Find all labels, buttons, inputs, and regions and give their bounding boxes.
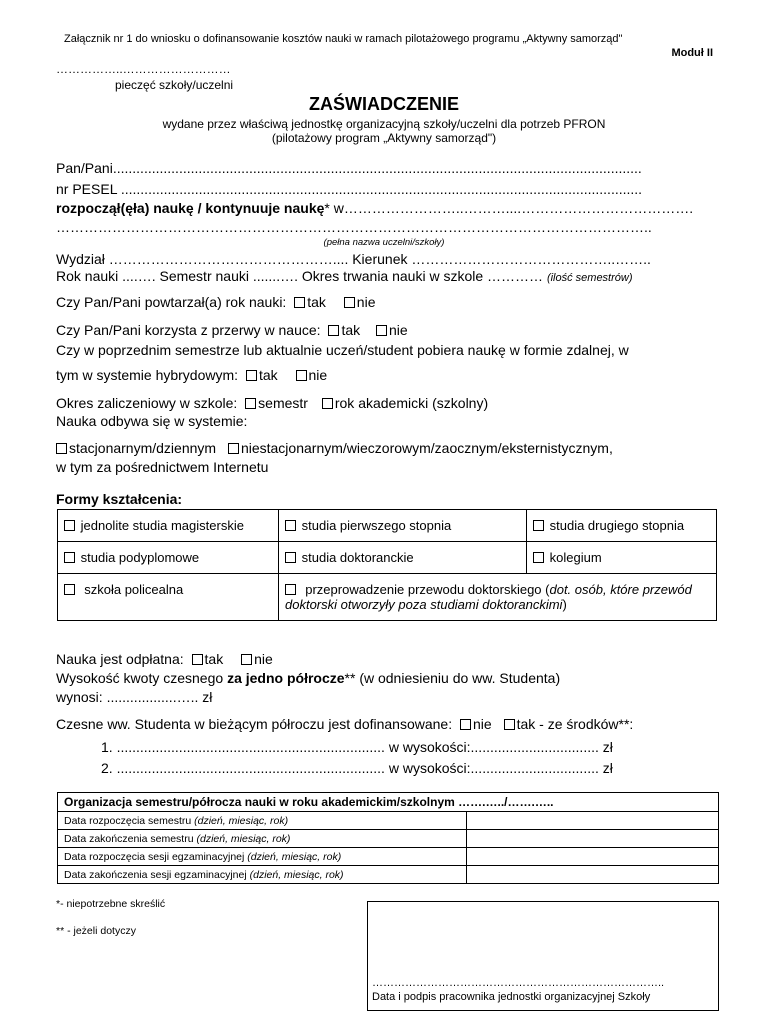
repeat-no-label: nie [356,294,376,310]
fee-amount-field[interactable]: wynosi: ..................….. zł [56,689,213,705]
paid-question [56,651,273,667]
break-yes-checkbox[interactable] [328,325,339,336]
organization-row-value[interactable] [467,812,719,830]
footnote-2: ** - jeżeli dotyczy [56,925,136,937]
row-label-text: Data rozpoczęcia sesji egzaminacyjnej [64,850,248,863]
cofunded-yes-label: tak - ze środków**: [516,716,634,732]
form-checkbox[interactable] [285,520,296,531]
year-semester-field[interactable] [56,268,633,284]
fee-period-bold: za jedno półrocze [227,670,345,686]
form-checkbox[interactable] [285,552,296,563]
remote-label: tym w systemie hybrydowym: [56,367,239,383]
forms-heading: Formy kształcenia: [56,491,183,507]
break-no-label: nie [389,322,408,338]
funding-source-1[interactable]: 1. ..................................................................... w wysokości:................................. zł [101,739,613,755]
signature-dots: …………………………………………………………………….. [372,977,665,989]
remote-question-line2 [56,367,327,383]
row-label-text: Data zakończenia semestru [64,832,197,845]
form-cell[interactable] [527,510,717,542]
row-label-hint: (dzień, miesiąc, rok) [247,850,342,863]
module-label: Moduł II [671,47,713,59]
period-semester-checkbox[interactable] [245,398,256,409]
form-cell[interactable] [58,574,279,621]
form-checkbox[interactable] [533,520,544,531]
row-label-text: Data zakończenia sesji egzaminacyjnej [64,868,250,881]
organization-heading: Organizacja semestru/półrocza nauki w roku akademickim/szkolnym …….…../…….….. [58,793,719,812]
form-label: studia doktoranckie [301,550,414,565]
row-label-hint: (dzień, miesiąc, rok) [194,814,289,827]
pesel-field[interactable]: nr PESEL ...................................................................................................................................... [56,181,643,197]
study-status-field[interactable] [56,200,693,216]
form-label: przeprowadzenie przewodu doktorskiego ( [305,582,550,597]
form-cell[interactable] [58,542,279,574]
break-no-checkbox[interactable] [376,325,387,336]
organization-row-label [58,866,467,884]
document-title: ZAŚWIADCZENIE [309,94,459,114]
form-cell[interactable] [527,542,717,574]
repeat-year-label: Czy Pan/Pani powtarzał(a) rok nauki: [56,294,287,310]
school-name-hint: (pełna nazwa uczelni/szkoły) [323,237,445,248]
remote-question-line1: Czy w poprzednim semestrze lub aktualnie uczeń/student pobiera naukę w formie zdalnej, w [56,342,629,358]
form-checkbox[interactable] [64,552,75,563]
stationary-checkbox[interactable] [56,443,67,454]
organization-row-label [58,848,467,866]
faculty-field[interactable]: Wydział ………………………………………….... Kierunek ……………………………………..…….. [56,251,651,267]
internet-note: w tym za pośrednictwem Internetu [56,459,269,475]
semesters-hint: (ilość semestrów) [546,272,633,284]
organization-row [58,848,719,866]
name-field[interactable]: Pan/Pani........................................................................................................................................ [56,160,642,176]
organization-header-row [58,793,719,812]
organization-row-label [58,830,467,848]
organization-row-value[interactable] [467,848,719,866]
signature-label: Data i podpis pracownika jednostki organizacyjnej Szkoły [372,991,651,1003]
funding-source-2[interactable]: 2. ..................................................................... w wysokości:................................. zł [101,760,613,776]
form-checkbox[interactable] [285,584,296,595]
stationary-label: stacjonarnym/dziennym [69,440,217,456]
year-semester-text: Rok nauki ....…. Semestr nauki .......…. Okres trwania nauki w szkole ………… [56,268,544,284]
repeat-yes-checkbox[interactable] [294,297,305,308]
organization-row [58,866,719,884]
organization-row [58,812,719,830]
form-checkbox[interactable] [64,584,75,595]
fee-amount-note: ** (w odniesieniu do ww. Studenta) [344,670,561,686]
stamp-label: pieczęć szkoły/uczelni [115,78,234,92]
school-name-continuation[interactable]: ……………………………………………………………………………………………………………….. [56,219,652,235]
forms-row [58,510,717,542]
form-label: jednolite studia magisterskie [80,518,244,533]
organization-row-value[interactable] [467,830,719,848]
form-label: studia podyplomowe [80,550,200,565]
form-label: kolegium [549,550,602,565]
remote-no-checkbox[interactable] [296,370,307,381]
forms-table [57,509,717,621]
fee-amount-label: Wysokość kwoty czesnego [56,670,228,686]
non-stationary-checkbox[interactable] [228,443,239,454]
cofunded-question [56,716,633,732]
system-options [56,440,613,456]
form-label: studia pierwszego stopnia [301,518,452,533]
cofunded-label: Czesne ww. Studenta w bieżącym półroczu jest dofinansowane: [56,716,453,732]
form-cell[interactable] [279,510,527,542]
break-label: Czy Pan/Pani korzysta z przerwy w nauce: [56,322,321,338]
row-label-hint: (dzień, miesiąc, rok) [249,868,344,881]
form-checkbox[interactable] [533,552,544,563]
cofunded-no-label: nie [473,716,492,732]
repeat-yes-label: tak [307,294,326,310]
form-checkbox[interactable] [64,520,75,531]
doctoral-close: ) [562,597,567,612]
repeat-no-checkbox[interactable] [344,297,355,308]
attachment-note: Załącznik nr 1 do wniosku o dofinansowanie kosztów nauki w ramach pilotażowego programu „Aktywny samorząd" [64,33,623,45]
cofunded-no-checkbox[interactable] [460,719,471,730]
period-year-label: rok akademicki (szkolny) [334,395,489,411]
form-label: szkoła policealna [84,582,184,597]
organization-row-value[interactable] [467,866,719,884]
period-semester-label: semestr [258,395,308,411]
forms-row [58,542,717,574]
row-label-text: Data rozpoczęcia semestru [64,814,195,827]
row-label-hint: (dzień, miesiąc, rok) [196,832,291,845]
organization-row [58,830,719,848]
paid-no-label: nie [254,651,273,667]
period-question [56,395,488,411]
subtitle-2: (pilotażowy program „Aktywny samorząd") [271,131,497,145]
period-year-checkbox[interactable] [322,398,333,409]
forms-row [58,574,717,621]
paid-yes-label: tak [204,651,224,667]
remote-no-label: nie [308,367,328,383]
subtitle-1: wydane przez właściwą jednostkę organizacyjną szkoły/uczelni dla potrzeb PFRON [162,117,606,131]
organization-row-label [58,812,467,830]
study-status-label: rozpoczął(ęła) naukę / kontynuuje naukę [56,200,325,216]
period-label: Okres zaliczeniowy w szkole: [56,395,238,411]
non-stationary-label: niestacjonarnym/wieczorowym/zaocznym/eksternistycznym, [240,440,613,456]
break-yes-label: tak [341,322,361,338]
paid-yes-checkbox[interactable] [192,654,203,665]
paid-no-checkbox[interactable] [241,654,252,665]
system-question: Nauka odbywa się w systemie: [56,413,248,429]
form-cell-doctoral[interactable] [279,574,717,621]
doctoral-note: dot. osób, które przewód doktorski otworzyły poza studiami doktoranckimi [285,582,692,612]
organization-table [57,792,719,884]
form-label: studia drugiego stopnia [549,518,685,533]
cofunded-yes-checkbox[interactable] [504,719,515,730]
school-name-field[interactable]: * w……………………..………....………………………………. [324,200,694,216]
paid-label: Nauka jest odpłatna: [56,651,184,667]
fee-amount-line [56,670,560,686]
signature-box[interactable] [367,901,719,1011]
remote-yes-checkbox[interactable] [246,370,257,381]
form-cell[interactable] [279,542,527,574]
form-cell[interactable] [58,510,279,542]
stamp-dots: ……………..……………………… [56,62,231,76]
footnote-1: *- niepotrzebne skreślić [56,898,166,910]
remote-yes-label: tak [258,367,278,383]
repeat-year-question [56,294,375,310]
break-question [56,322,408,338]
